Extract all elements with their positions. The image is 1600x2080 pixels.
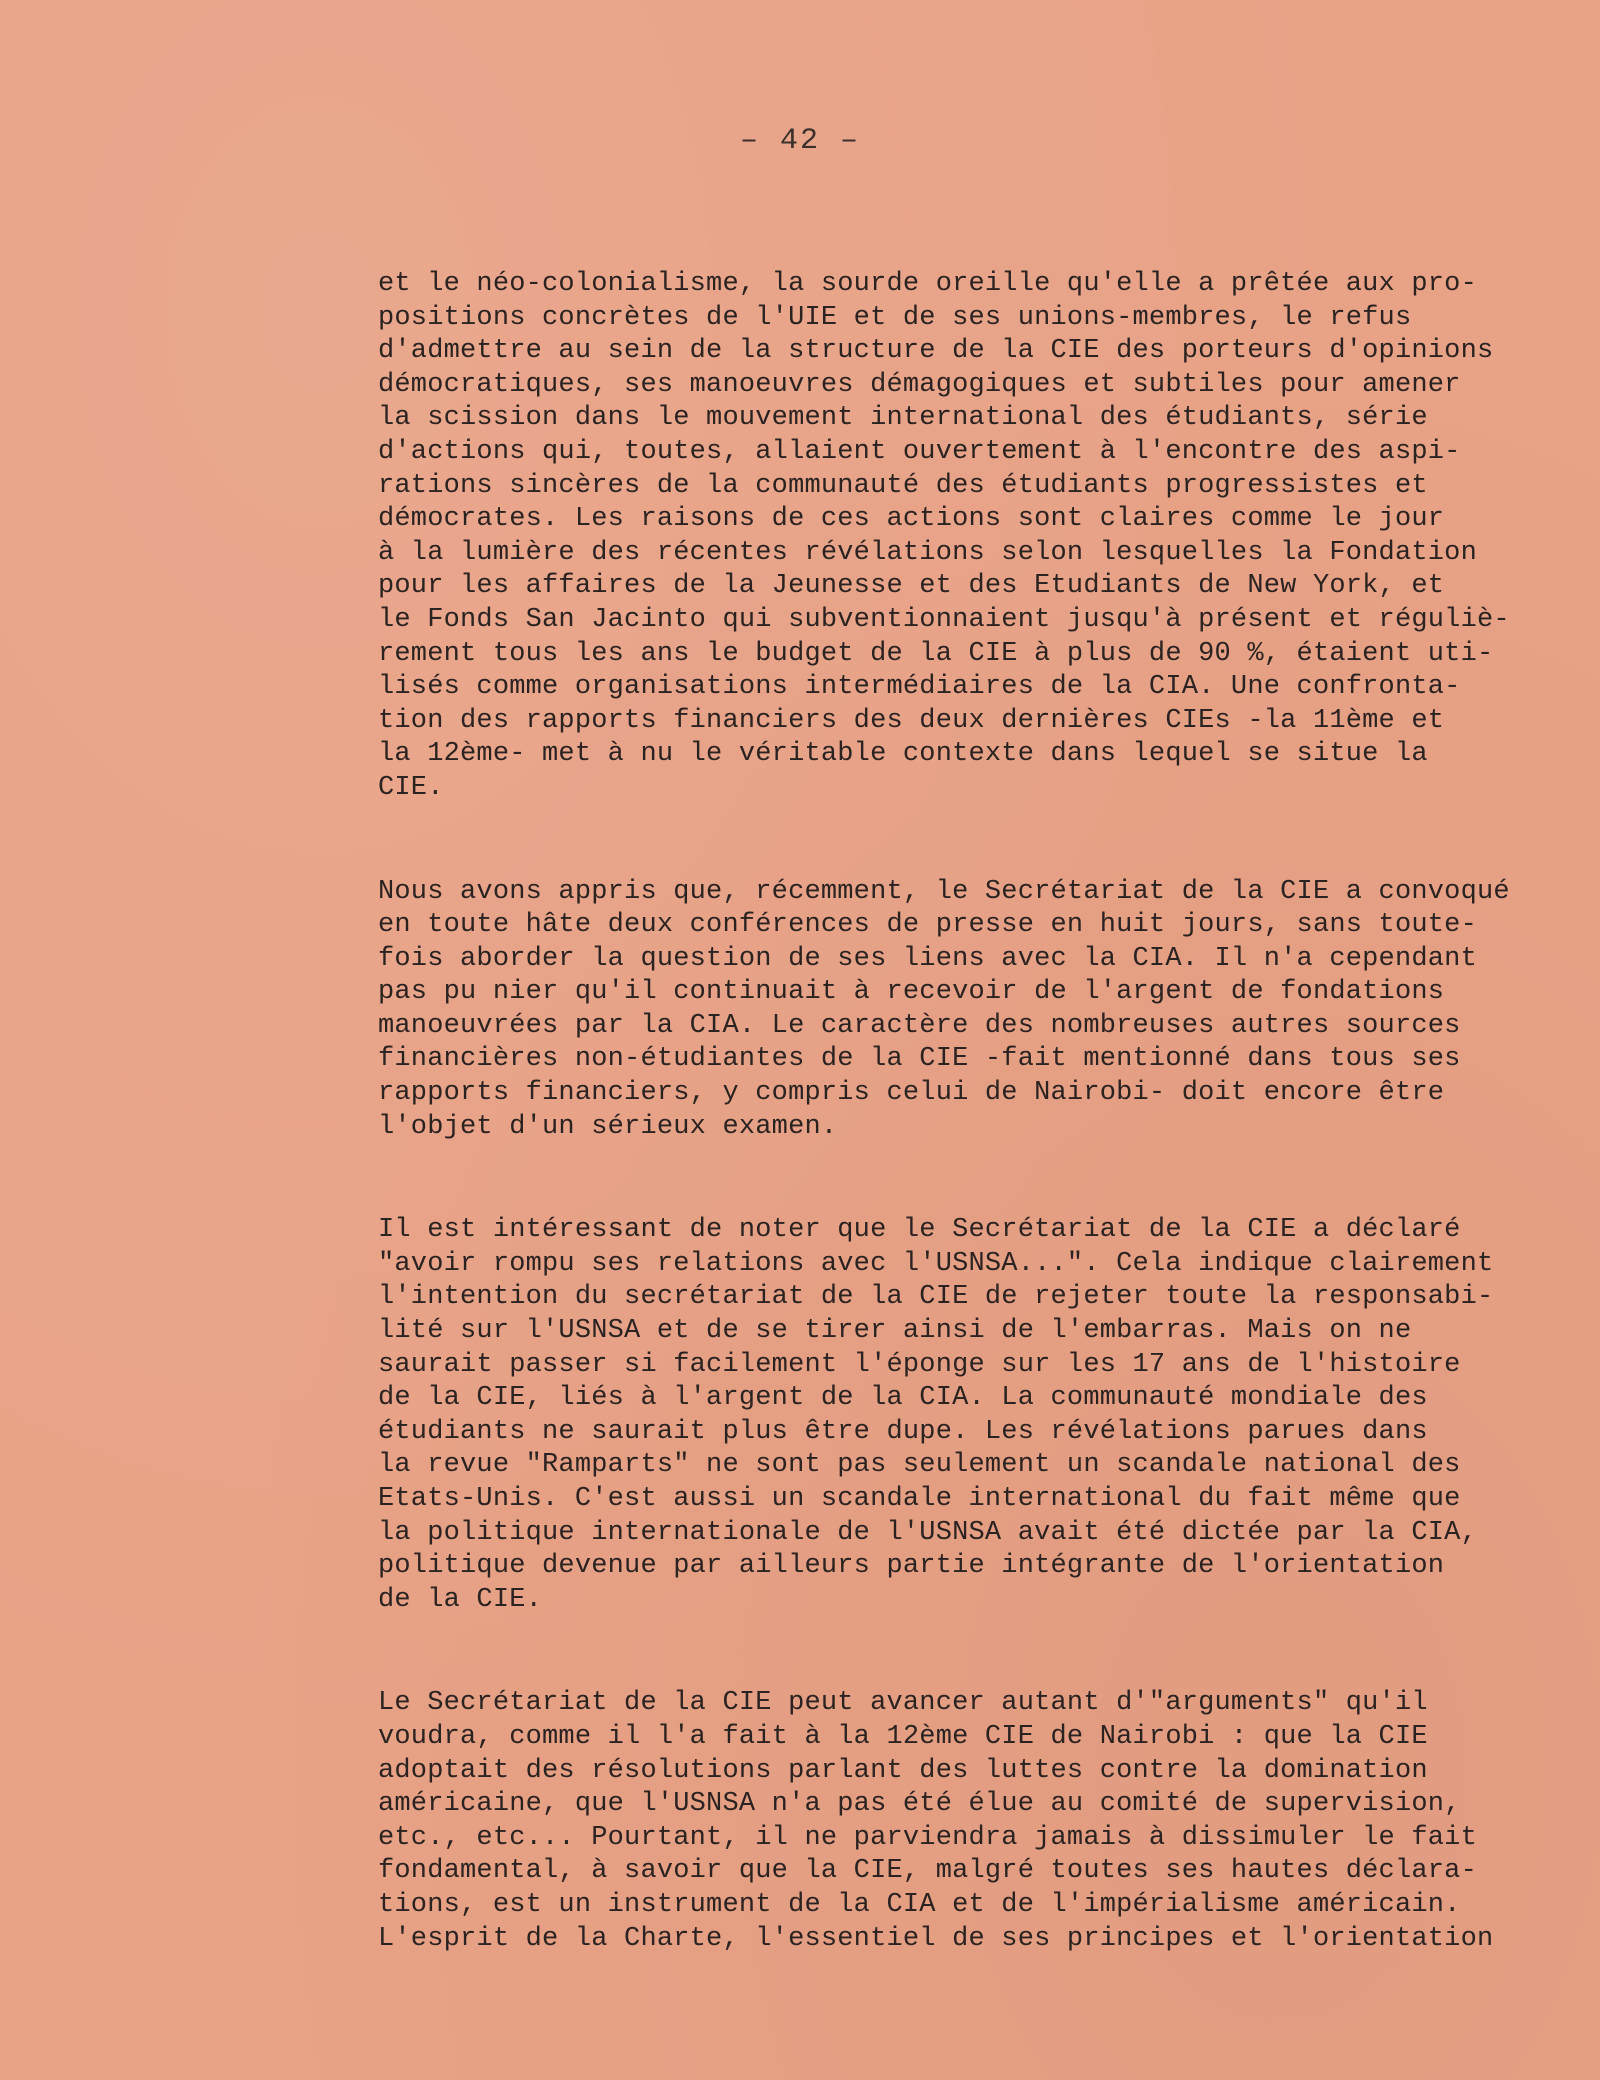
- text-line: pour les affaires de la Jeunesse et des Etudiants de New York, et: [378, 571, 1445, 602]
- text-line: américaine, que l'USNSA n'a pas été élue au comité de supervision,: [378, 1789, 1461, 1820]
- text-line: voudra, comme il l'a fait à la 12ème CIE de Nairobi : que la CIE: [378, 1721, 1428, 1752]
- text-line: rement tous les ans le budget de la CIE à plus de 90 %, étaient uti-: [378, 638, 1494, 669]
- text-line: lité sur l'USNSA et de se tirer ainsi de l'embarras. Mais on ne: [378, 1316, 1412, 1347]
- text-line: démocratiques, ses manoeuvres démagogiques et subtiles pour amener: [378, 369, 1461, 400]
- text-line: rapports financiers, y compris celui de Nairobi- doit encore être: [378, 1078, 1445, 1109]
- text-line: fondamental, à savoir que la CIE, malgré toutes ses hautes déclara-: [378, 1856, 1477, 1887]
- text-line: de la CIE, liés à l'argent de la CIA. La communauté mondiale des: [378, 1383, 1428, 1414]
- text-line: en toute hâte deux conférences de presse en huit jours, sans toute-: [378, 910, 1477, 941]
- text-line: Il est intéressant de noter que le Secrétariat de la CIE a déclaré: [378, 1215, 1461, 1246]
- text-line: L'esprit de la Charte, l'essentiel de ses principes et l'orientation: [378, 1923, 1494, 1954]
- text-line: adoptait des résolutions parlant des luttes contre la domination: [378, 1755, 1428, 1786]
- text-line: CIE.: [378, 772, 444, 803]
- text-line: étudiants ne saurait plus être dupe. Les révélations parues dans: [378, 1416, 1428, 1447]
- paragraph-2: [378, 876, 1510, 1145]
- text-line: Le Secrétariat de la CIE peut avancer autant d'"arguments" qu'il: [378, 1688, 1428, 1719]
- text-line: Nous avons appris que, récemment, le Secrétariat de la CIE a convoqué: [378, 876, 1510, 907]
- text-line: Etats-Unis. C'est aussi un scandale international du fait même que: [378, 1484, 1461, 1514]
- paragraph-3: [378, 1214, 1494, 1617]
- text-line: démocrates. Les raisons de ces actions sont claires comme le jour: [378, 504, 1445, 535]
- text-line: lisés comme organisations intermédiaires de la CIA. Une confronta-: [378, 672, 1461, 703]
- text-line: tions, est un instrument de la CIA et de l'impérialisme américain.: [378, 1889, 1461, 1920]
- text-line: "avoir rompu ses relations avec l'USNSA...". Cela indique clairement: [378, 1248, 1494, 1279]
- text-line: pas pu nier qu'il continuait à recevoir de l'argent de fondations: [378, 977, 1445, 1008]
- page-number: – 42 –: [739, 124, 861, 158]
- text-line: la revue "Ramparts" ne sont pas seulement un scandale national des: [378, 1450, 1461, 1481]
- text-line: financières non-étudiantes de la CIE -fait mentionné dans tous ses: [378, 1044, 1461, 1075]
- text-line: saurait passer si facilement l'éponge sur les 17 ans de l'histoire: [378, 1349, 1461, 1380]
- text-line: rations sincères de la communauté des étudiants progressistes et: [378, 470, 1428, 501]
- text-line: l'objet d'un sérieux examen.: [378, 1111, 838, 1142]
- text-line: d'actions qui, toutes, allaient ouvertement à l'encontre des aspi-: [378, 436, 1461, 467]
- text-line: etc., etc... Pourtant, il ne parviendra jamais à dissimuler le fait: [378, 1822, 1477, 1853]
- text-line: la politique internationale de l'USNSA avait été dictée par la CIA,: [378, 1517, 1477, 1548]
- text-line: de la CIE.: [378, 1584, 543, 1615]
- text-line: l'intention du secrétariat de la CIE de rejeter toute la responsabi-: [378, 1282, 1494, 1313]
- text-line: politique devenue par ailleurs partie intégrante de l'orientation: [378, 1551, 1445, 1582]
- text-line: à la lumière des récentes révélations selon lesquelles la Fondation: [378, 537, 1477, 568]
- text-line: le Fonds San Jacinto qui subventionnaient jusqu'à présent et réguliè-: [378, 604, 1510, 635]
- text-line: d'admettre au sein de la structure de la CIE des porteurs d'opinions: [378, 336, 1494, 367]
- text-line: manoeuvrées par la CIA. Le caractère des nombreuses autres sources: [378, 1010, 1461, 1041]
- paragraph-4: [378, 1687, 1494, 1956]
- text-line: tion des rapports financiers des deux dernières CIEs -la 11ème et: [378, 705, 1445, 736]
- text-line: fois aborder la question de ses liens avec la CIA. Il n'a cependant: [378, 943, 1477, 974]
- text-line: positions concrètes de l'UIE et de ses unions-membres, le refus: [378, 302, 1412, 333]
- text-line: la 12ème- met à nu le véritable contexte dans lequel se situe la: [378, 739, 1428, 770]
- text-line: la scission dans le mouvement international des étudiants, série: [378, 403, 1428, 434]
- paragraph-1: [378, 268, 1510, 806]
- text-line: et le néo-colonialisme, la sourde oreille qu'elle a prêtée aux pro-: [378, 269, 1477, 299]
- document-body: [378, 268, 1510, 2026]
